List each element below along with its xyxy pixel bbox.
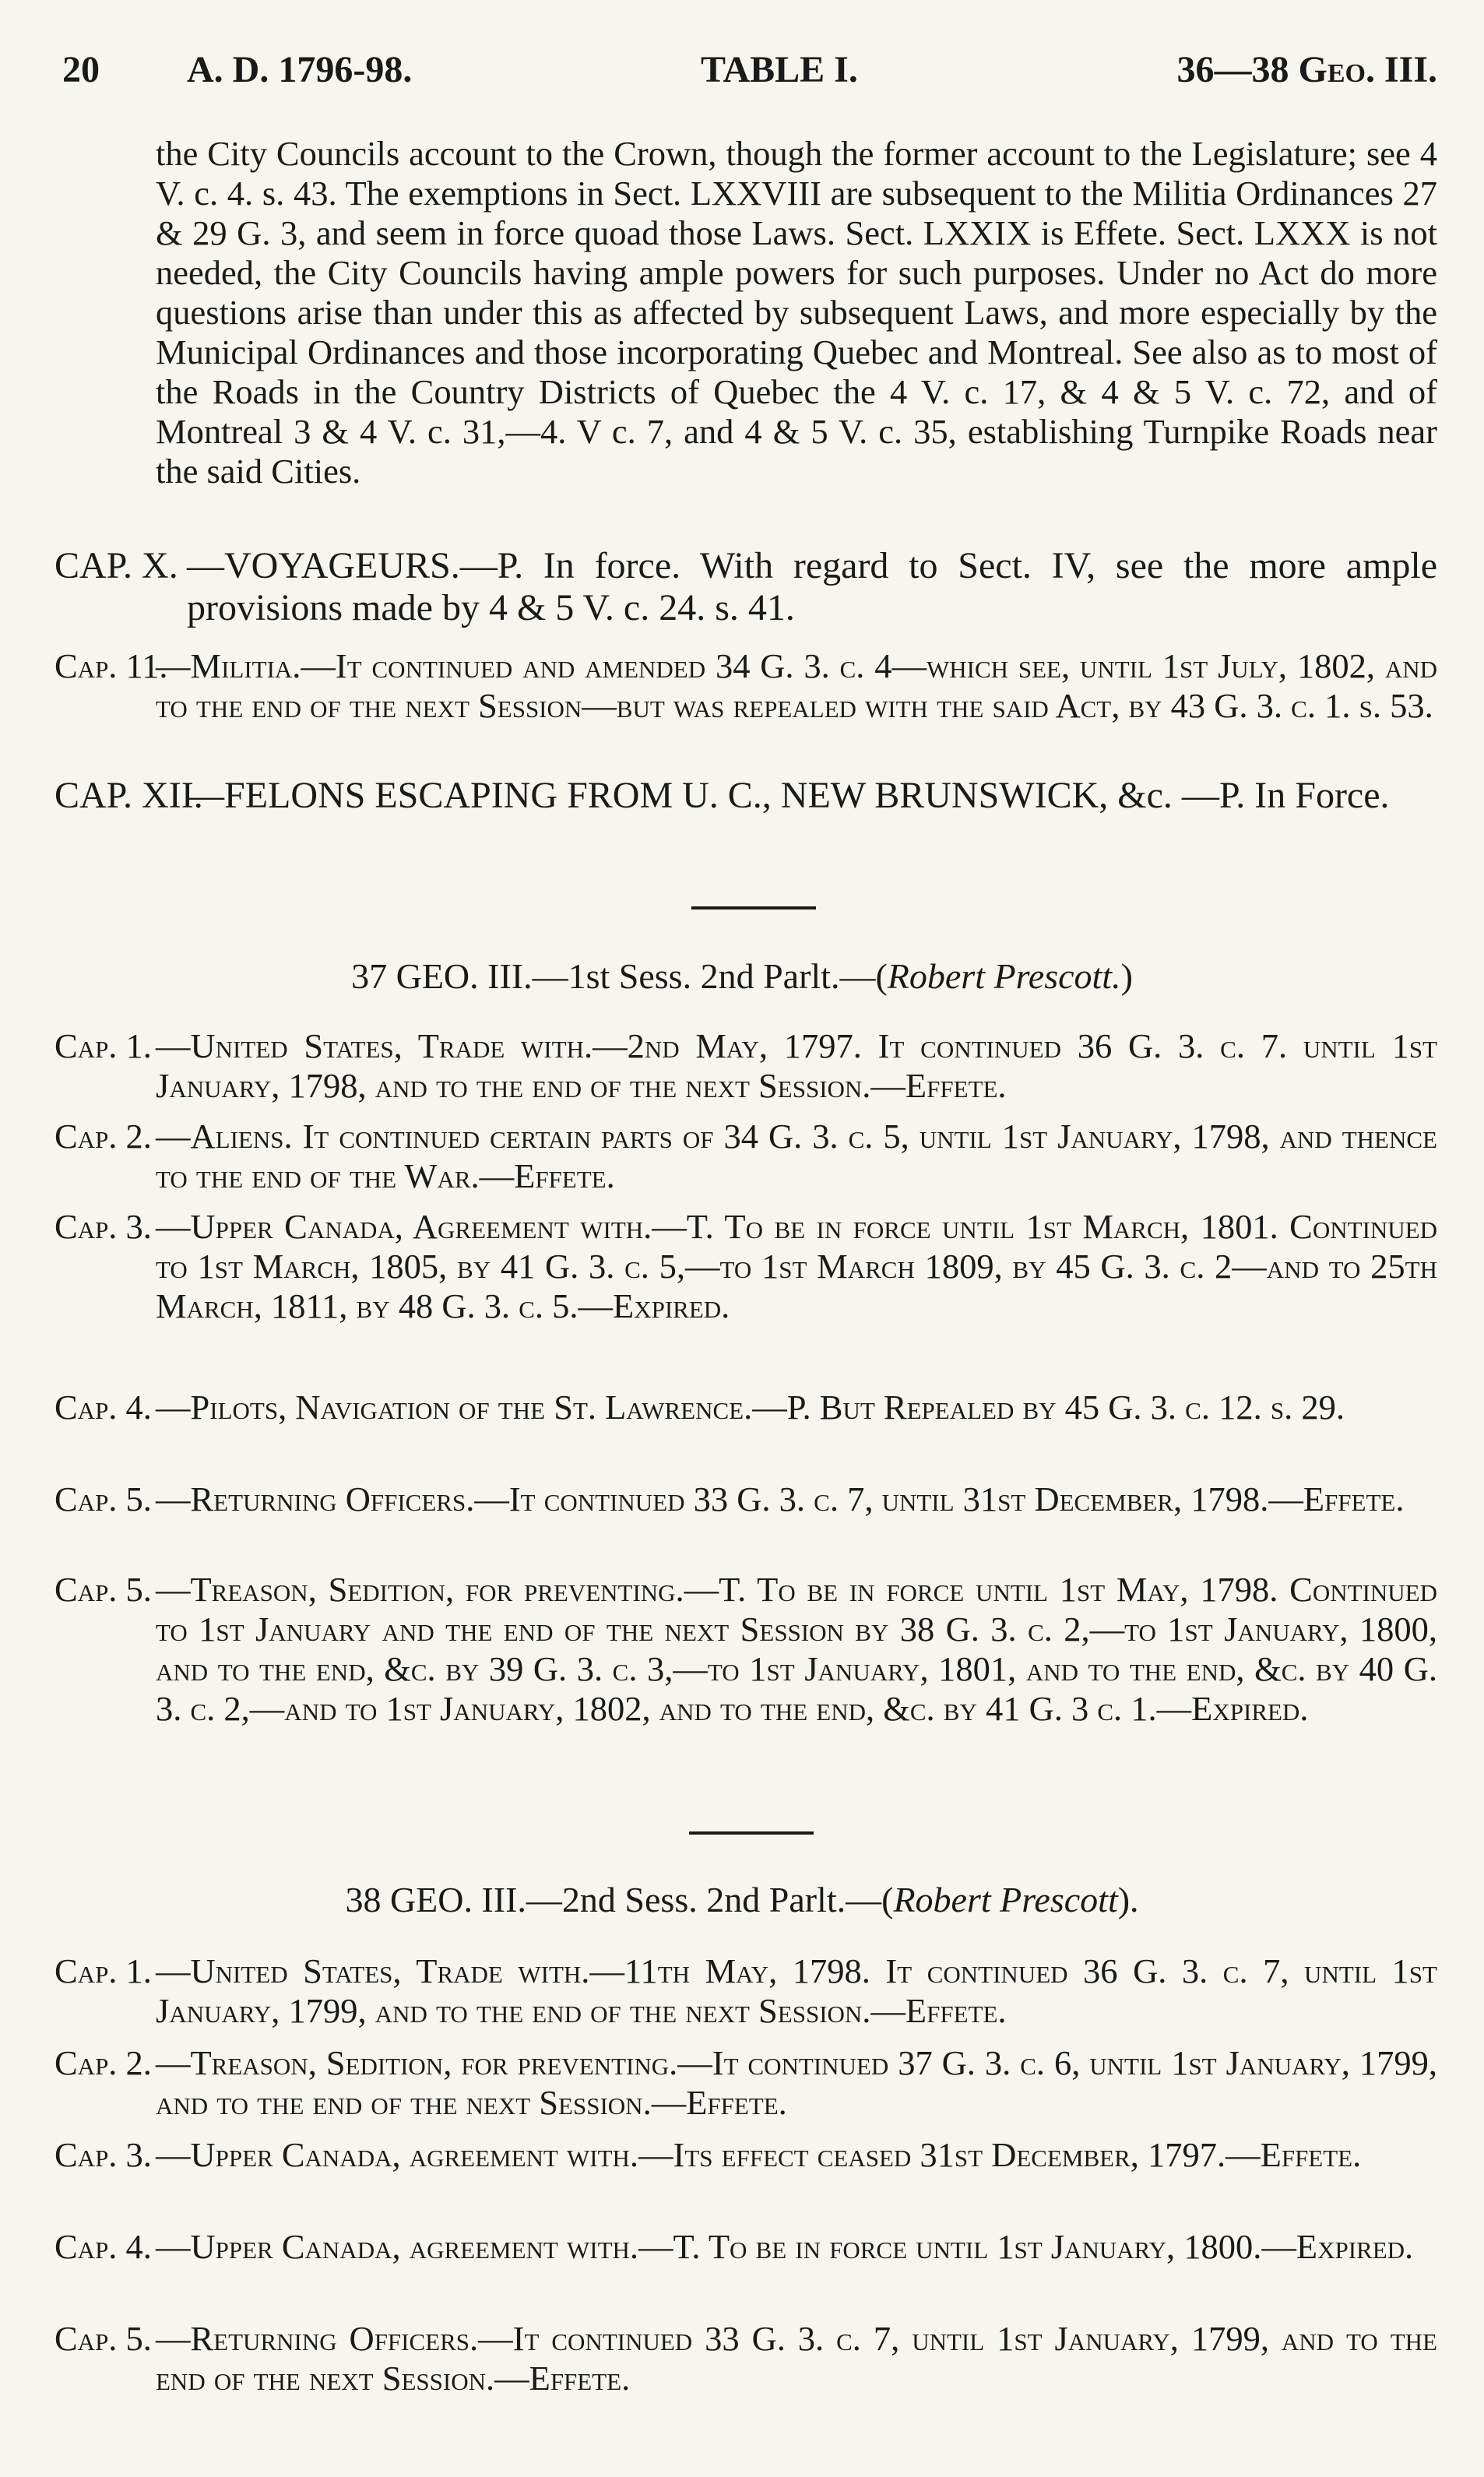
entry-37-cap-5-returning: Cap. 5. —Returning Officers.—It continued 33 G. 3. c. 7, until 31st December, 1798.—Effete.: [55, 1480, 1405, 1518]
entry-38-cap-4: Cap. 4. —Upper Canada, agreement with.—T. To be in force until 1st January, 1800.—Expired.: [55, 2227, 1414, 2266]
entry-38-cap-1: Cap. 1. —United States, Trade with.—11th May, 1798. It continued 36 G. 3. c. 7, until 1st January, 1799, and to the end of the next Session.—Effete.: [55, 1951, 1437, 2030]
entry-38-cap-5: Cap. 5. —Returning Officers.—It continued 33 G. 3. c. 7, until 1st January, 1799, and to the end of the next Session.—Effete.: [55, 2319, 1437, 2398]
entry-cap-x: [55, 545, 1437, 629]
entry-38-cap-2: Cap. 2. —Treason, Sedition, for preventing.—It continued 37 G. 3. c. 6, until 1st January, 1799, and to the end of the next Session.—Effete.: [55, 2043, 1437, 2122]
session-heading-38-geo-iii: 38 GEO. III.—2nd Sess. 2nd Parlt.—(Robert Prescott).: [345, 1880, 1139, 1919]
header-table-title: TABLE I.: [701, 49, 858, 90]
header-regnal-years: 36—38 Geo. III.: [1176, 49, 1437, 90]
entry-text: —FELONS ESCAPING FROM U. C., NEW BRUNSWICK, &c. —P. In Force.: [187, 775, 1390, 816]
entry-37-cap-3: Cap. 3. —Upper Canada, Agreement with.—T. To be in force until 1st March, 1801. Continued to 1st March, 1805, by 41 G. 3. c. 5,—to 1st March 1809, by 45 G. 3. c. 2—and to 25th March, 1811, by 48 G. 3. c. 5.—Expired.: [55, 1207, 1437, 1325]
entry-text: —VOYAGEURS.—P. In force. With regard to Sect. IV, see the more ample provisions made by 4 & 5 V. c. 24. s. 41.: [187, 545, 1437, 628]
entry-cap-xii: [55, 775, 1437, 817]
header-years: A. D. 1796-98.: [187, 49, 413, 90]
entry-cap-number: Cap. 11.: [55, 646, 168, 685]
entry-cap-11: [55, 646, 1437, 726]
entry-text: —Militia.—It continued and amended 34 G. 3. c. 4—which see, until 1st July, 1802, and to the end of the next Session—but was repealed with the said Act, by 43 G. 3. c. 1. s. 53.: [156, 646, 1437, 725]
entry-cap-number: CAP. X.: [55, 545, 178, 586]
governor-name: Robert Prescott: [893, 1880, 1118, 1919]
entry-37-cap-4: Cap. 4. —Pilots, Navigation of the St. Lawrence.—P. But Repealed by 45 G. 3. c. 12. s. 29.: [55, 1388, 1345, 1427]
section-divider: [691, 906, 816, 910]
entry-cap-number: CAP. XII.: [55, 775, 203, 816]
section-divider: [689, 1831, 814, 1835]
entry-38-cap-3: Cap. 3. —Upper Canada, agreement with.—Its effect ceased 31st December, 1797.—Effete.: [55, 2135, 1362, 2174]
session-heading-37-geo-iii: 37 GEO. III.—1st Sess. 2nd Parlt.—(Robert Prescott.): [351, 956, 1133, 996]
running-header: [62, 48, 1437, 103]
entry-37-cap-2: Cap. 2. —Aliens. It continued certain parts of 34 G. 3. c. 5, until 1st January, 1798, and thence to the end of the War.—Effete.: [55, 1117, 1437, 1195]
entry-37-cap-1: Cap. 1. —United States, Trade with.—2nd May, 1797. It continued 36 G. 3. c. 7. until 1st January, 1798, and to the end of the next Session.—Effete.: [55, 1026, 1437, 1105]
entry-37-cap-5-treason: Cap. 5. —Treason, Sedition, for preventing.—T. To be in force until 1st May, 1798. Continued to 1st January and the end of the next Session by 38 G. 3. c. 2,—to 1st January, 1800, and to the end, &c. by 39 G. 3. c. 3,—to 1st January, 1801, and to the end, &c. by 40 G. 3. c. 2,—and to 1st January, 1802, and to the end, &c. by 41 G. 3 c. 1.—Expired.: [55, 1570, 1437, 1728]
page-number: 20: [62, 49, 100, 90]
continued-paragraph: the City Councils account to the Crown, though the former account to the Legislature; see 4 V. c. 4. s. 43. The exemptions in Sect. LXXVIII are subsequent to the Militia Ordinances 27 & 29 G. 3, and seem in force quoad those Laws. Sect. LXXIX is Effete. Sect. LXXX is not needed, the City Councils having ample powers for such purposes. Under no Act do more questions arise than under this as affected by subsequent Laws, and more especially by the Municipal Ordinances and those incorporating Quebec and Montreal. See also as to most of the Roads in the Country Districts of Quebec the 4 V. c. 17, & 4 & 5 V. c. 72, and of Montreal 3 & 4 V. c. 31,—4. V c. 7, and 4 & 5 V. c. 35, establishing Turnpike Roads near the said Cities.: [156, 134, 1437, 491]
governor-name: Robert Prescott.: [887, 956, 1121, 996]
